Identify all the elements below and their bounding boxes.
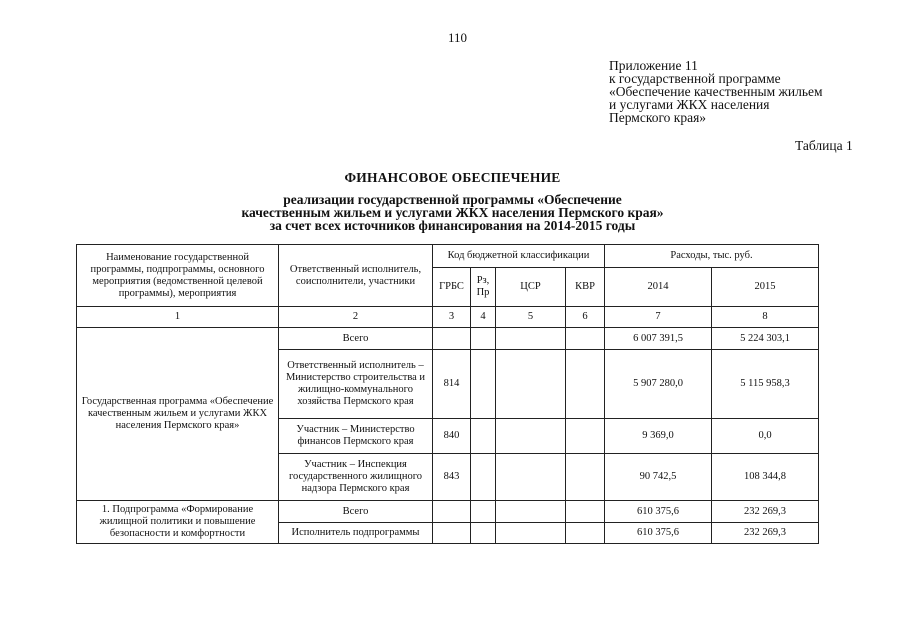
executor-cell: Всего xyxy=(279,328,433,350)
header-expenses: Расходы, тыс. руб. xyxy=(605,245,819,268)
amount-2015: 5 115 958,3 xyxy=(712,350,819,419)
csr-cell xyxy=(496,328,566,350)
appendix-line: Приложение 11 xyxy=(609,58,698,73)
column-number: 6 xyxy=(566,307,605,328)
header-2014: 2014 xyxy=(605,268,712,307)
column-number: 5 xyxy=(496,307,566,328)
kvr-cell xyxy=(566,454,605,501)
executor-cell: Участник – Министерство финансов Пермского края xyxy=(279,419,433,454)
rz-pr-cell xyxy=(471,328,496,350)
column-number: 2 xyxy=(279,307,433,328)
amount-2015: 232 269,3 xyxy=(712,501,819,523)
grbs-cell: 840 xyxy=(433,419,471,454)
csr-cell xyxy=(496,419,566,454)
rz-pr-cell xyxy=(471,350,496,419)
subtitle-line: реализации государственной программы «Обеспечение xyxy=(283,192,622,207)
kvr-cell xyxy=(566,523,605,544)
grbs-cell xyxy=(433,501,471,523)
header-executor: Ответственный исполнитель, соисполнители, участники xyxy=(279,245,433,307)
page-number: 110 xyxy=(448,30,468,45)
header-budget-code: Код бюджетной классификации xyxy=(433,245,605,268)
column-number: 1 xyxy=(77,307,279,328)
executor-cell: Ответственный исполнитель – Министерство строительства и жилищно-коммунального хозяйства Пермского края xyxy=(279,350,433,419)
amount-2014: 9 369,0 xyxy=(605,419,712,454)
amount-2015: 108 344,8 xyxy=(712,454,819,501)
amount-2015: 0,0 xyxy=(712,419,819,454)
subtitle-line: качественным жильем и услугами ЖКХ населения Пермского края» xyxy=(241,205,664,220)
column-number: 7 xyxy=(605,307,712,328)
grbs-cell: 814 xyxy=(433,350,471,419)
kvr-cell xyxy=(566,419,605,454)
header-row xyxy=(77,245,819,268)
kvr-cell xyxy=(566,350,605,419)
header-grbs: ГРБС xyxy=(433,268,471,307)
program-name: Государственная программа «Обеспечение качественным жильем и услугами ЖКХ населения Пермского края» xyxy=(77,328,279,501)
kvr-cell xyxy=(566,501,605,523)
amount-2015: 5 224 303,1 xyxy=(712,328,819,350)
amount-2015: 232 269,3 xyxy=(712,523,819,544)
header-name: Наименование государственной программы, подпрограммы, основного мероприятия (ведомственной целевой программы), мероприятия xyxy=(77,245,279,307)
header-rz-pr: Рз, Пр xyxy=(471,268,496,307)
column-number: 3 xyxy=(433,307,471,328)
appendix-line: к государственной программе xyxy=(609,71,781,86)
csr-cell xyxy=(496,523,566,544)
executor-cell: Всего xyxy=(279,501,433,523)
amount-2014: 610 375,6 xyxy=(605,501,712,523)
csr-cell xyxy=(496,454,566,501)
financing-table xyxy=(76,244,819,544)
table-row xyxy=(77,328,819,350)
table-row xyxy=(77,501,819,523)
appendix-line: и услугами ЖКХ населения xyxy=(609,97,770,112)
header-kvr: КВР xyxy=(566,268,605,307)
appendix-line: «Обеспечение качественным жильем xyxy=(609,84,823,99)
rz-pr-cell xyxy=(471,419,496,454)
amount-2014: 90 742,5 xyxy=(605,454,712,501)
grbs-cell: 843 xyxy=(433,454,471,501)
kvr-cell xyxy=(566,328,605,350)
header-2015: 2015 xyxy=(712,268,819,307)
appendix-line: Пермского края» xyxy=(609,110,707,125)
rz-pr-cell xyxy=(471,523,496,544)
subtitle-line: за счет всех источников финансирования на 2014-2015 годы xyxy=(269,218,636,233)
appendix-note xyxy=(609,59,823,124)
csr-cell xyxy=(496,501,566,523)
rz-pr-cell xyxy=(471,454,496,501)
amount-2014: 6 007 391,5 xyxy=(605,328,712,350)
table-label: Таблица 1 xyxy=(795,138,853,153)
subprogram-name: 1. Подпрограмма «Формирование жилищной политики и повышение безопасности и комфортности xyxy=(77,501,279,544)
rz-pr-cell xyxy=(471,501,496,523)
column-number: 8 xyxy=(712,307,819,328)
document-subtitle xyxy=(0,193,905,232)
executor-cell: Исполнитель подпрограммы xyxy=(279,523,433,544)
document-title: ФИНАНСОВОЕ ОБЕСПЕЧЕНИЕ xyxy=(344,170,561,185)
csr-cell xyxy=(496,350,566,419)
grbs-cell xyxy=(433,523,471,544)
amount-2014: 610 375,6 xyxy=(605,523,712,544)
executor-cell: Участник – Инспекция государственного жилищного надзора Пермского края xyxy=(279,454,433,501)
amount-2014: 5 907 280,0 xyxy=(605,350,712,419)
header-csr: ЦСР xyxy=(496,268,566,307)
column-number: 4 xyxy=(471,307,496,328)
grbs-cell xyxy=(433,328,471,350)
column-number-row xyxy=(77,307,819,328)
